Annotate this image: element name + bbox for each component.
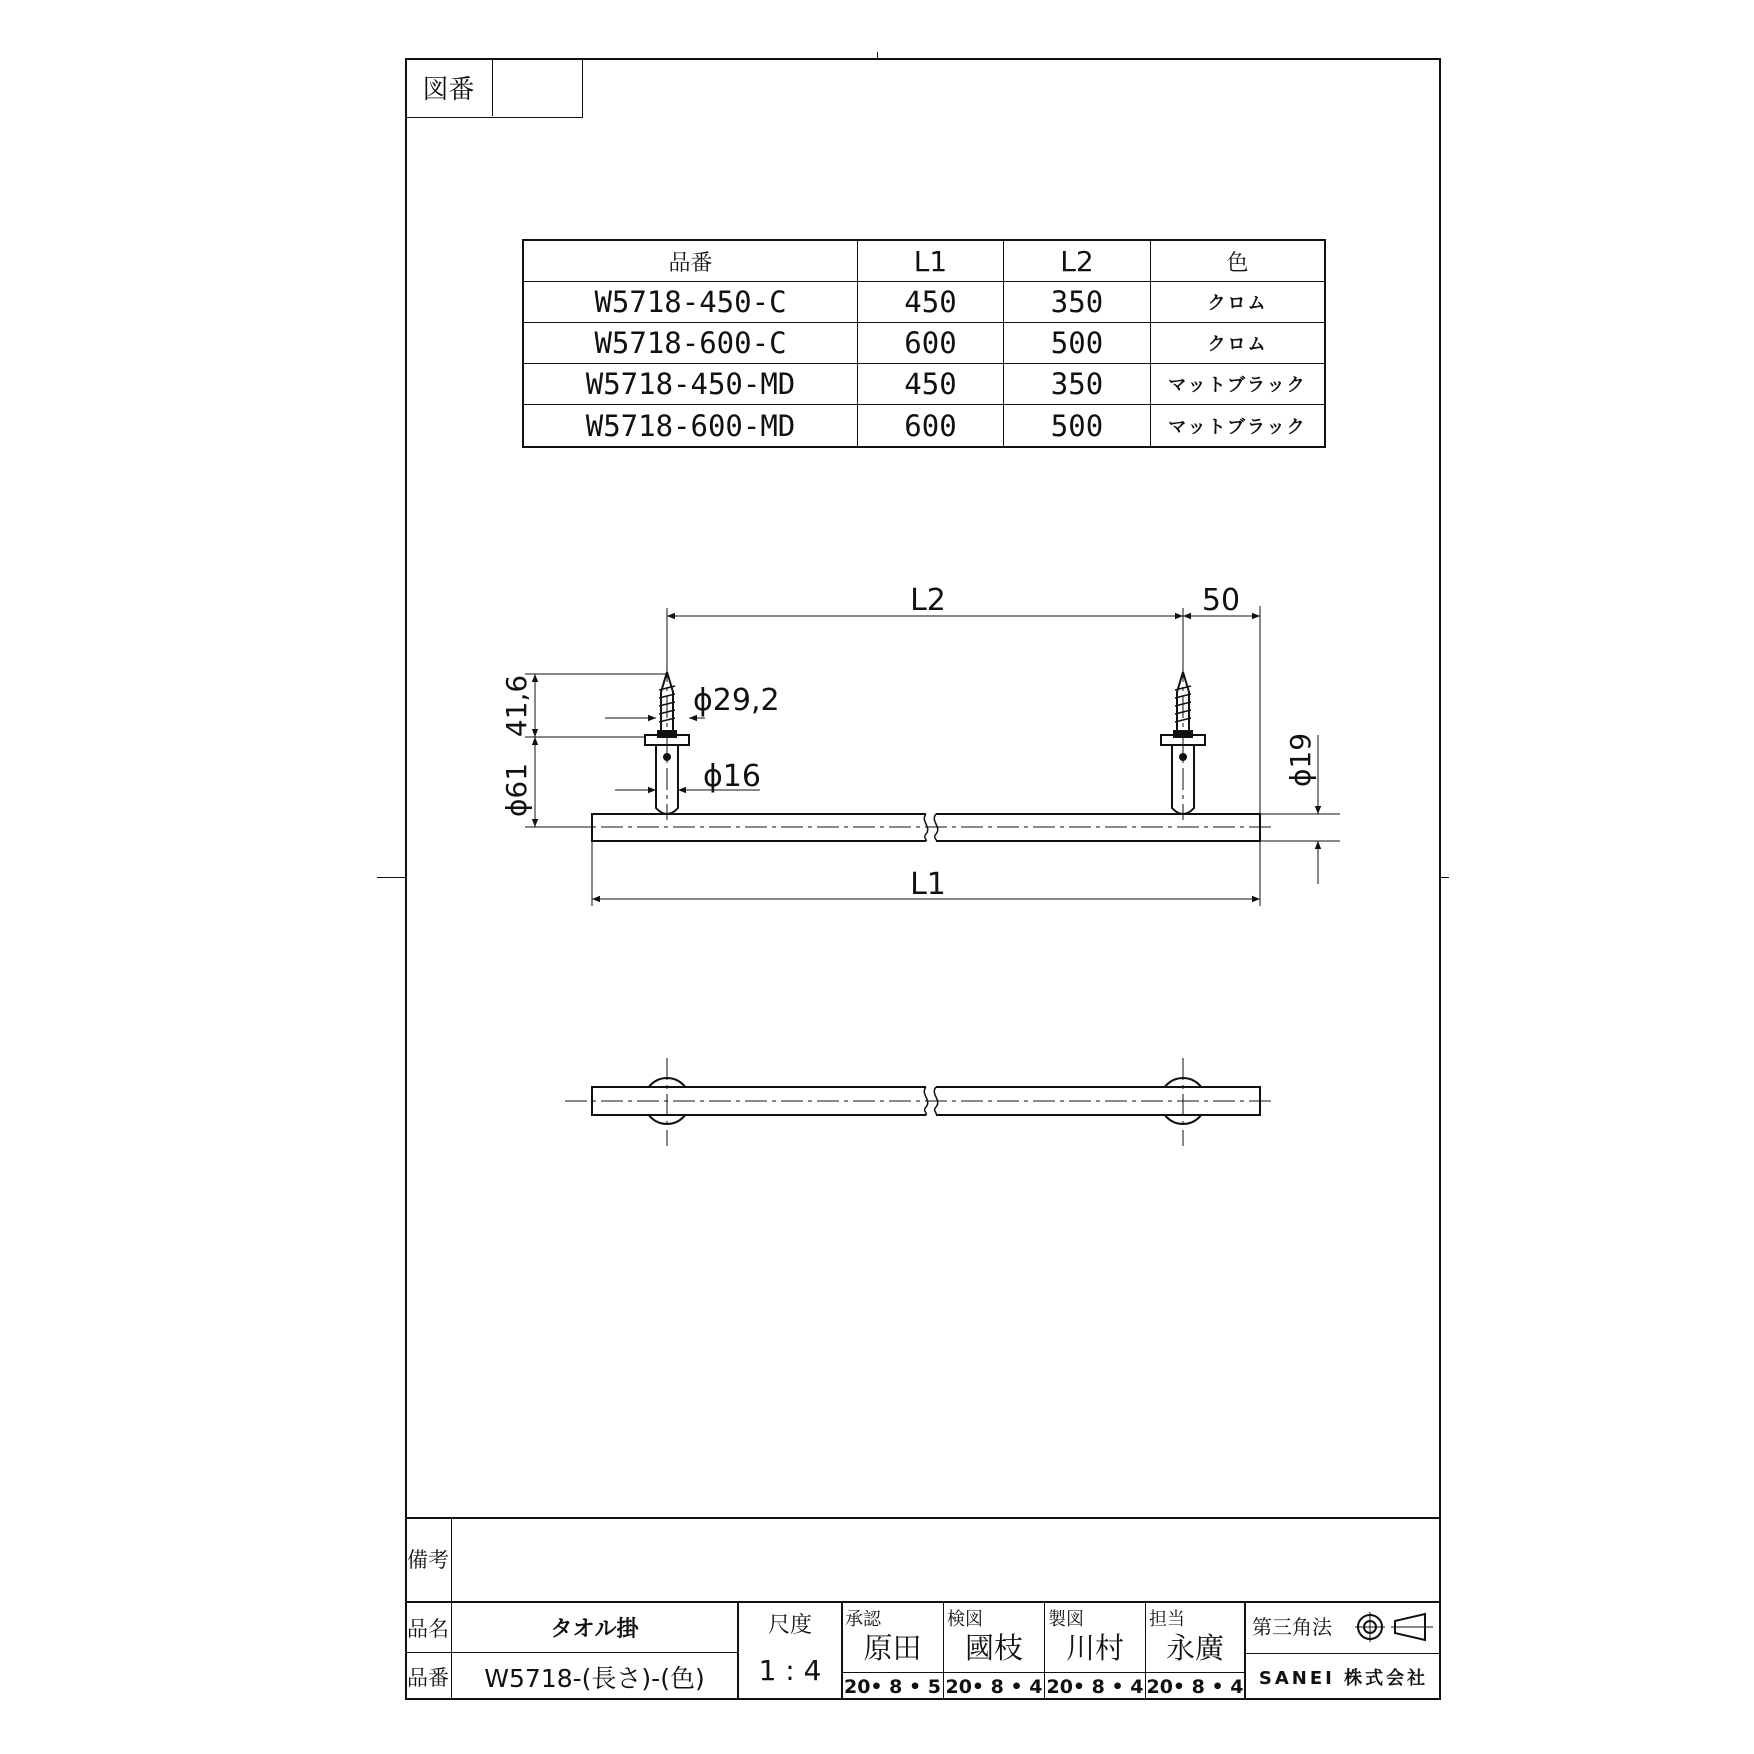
name-label: 品名: [407, 1616, 449, 1641]
dim-height-screw-text: 41,6: [500, 674, 533, 738]
cell-part-number: W5718-600-C: [524, 323, 858, 363]
cell-part-number: W5718-450-C: [524, 282, 858, 322]
dim-offset-text: 50: [1201, 583, 1241, 618]
cell-part-number: W5718-600-MD: [524, 405, 858, 446]
approval-date: 20• 8 • 4: [945, 1675, 1043, 1698]
approval-role: 担当: [1149, 1609, 1185, 1630]
header-l2: L2: [1004, 241, 1151, 281]
cell-l1: 600: [858, 405, 1004, 446]
approval-date: 20• 8 • 5: [843, 1675, 941, 1698]
approval-cell: [944, 1603, 1044, 1700]
product-name: タオル掛: [550, 1617, 639, 1642]
approval-cell: [1045, 1603, 1145, 1700]
cell-l1: 450: [858, 364, 1004, 404]
approval-role: 製図: [1048, 1609, 1084, 1630]
dim-bar-dia-text: ϕ19: [1284, 732, 1317, 788]
cell-l2: 500: [1004, 405, 1151, 446]
approval-name: 國枝: [964, 1630, 1023, 1665]
title-block: [405, 1517, 1441, 1700]
dimension-lines: [525, 606, 1340, 906]
cell-l1: 600: [858, 323, 1004, 363]
approval-name: 川村: [1065, 1630, 1124, 1665]
top-view: [565, 1058, 1275, 1146]
cell-l2: 350: [1004, 364, 1151, 404]
cell-color: クロム: [1207, 293, 1268, 314]
approval-role: 承認: [845, 1609, 881, 1630]
cell-l2: 500: [1004, 323, 1151, 363]
cell-color: マットブラック: [1168, 375, 1307, 396]
approval-cell: [1146, 1603, 1244, 1700]
scale-value: 1 : 4: [758, 1653, 822, 1687]
remarks-value: [452, 1517, 1441, 1601]
dim-l1-text: L1: [910, 867, 946, 902]
third-angle-projection-symbol: [1355, 1609, 1437, 1645]
company-name: SANEI 株式会社: [1258, 1668, 1429, 1689]
approval-cell: [842, 1603, 943, 1700]
remarks-label: 備考: [407, 1548, 449, 1572]
drawing-number-label: 図番: [405, 58, 493, 116]
header-color: 色: [1226, 250, 1249, 276]
front-view: [565, 660, 1275, 841]
cell-l1: 450: [858, 282, 1004, 322]
approval-role: 検図: [947, 1609, 983, 1630]
approval-name: 永廣: [1165, 1630, 1224, 1665]
scale-label: 尺度: [767, 1612, 812, 1638]
dim-l2-text: L2: [910, 583, 946, 618]
cell-part-number: W5718-450-MD: [524, 364, 858, 404]
projection-label: 第三角法: [1252, 1615, 1332, 1639]
cell-color: マットブラック: [1168, 416, 1307, 438]
dim-screw-dia-text: ϕ29,2: [693, 683, 780, 718]
approval-date: 20• 8 • 4: [1046, 1675, 1144, 1698]
header-part-number: 品番: [524, 241, 858, 281]
cell-l2: 350: [1004, 282, 1151, 322]
approval-name: 原田: [863, 1630, 922, 1665]
header-l1: L1: [858, 241, 1004, 281]
product-number: W5718-(長さ)-(色): [484, 1663, 705, 1693]
cell-color: クロム: [1207, 334, 1268, 355]
number-label: 品番: [407, 1665, 449, 1690]
approval-date: 20• 8 • 4: [1146, 1675, 1244, 1698]
dim-post-dia-text: ϕ16: [703, 759, 761, 794]
dim-height-total-text: ϕ61: [500, 762, 533, 818]
